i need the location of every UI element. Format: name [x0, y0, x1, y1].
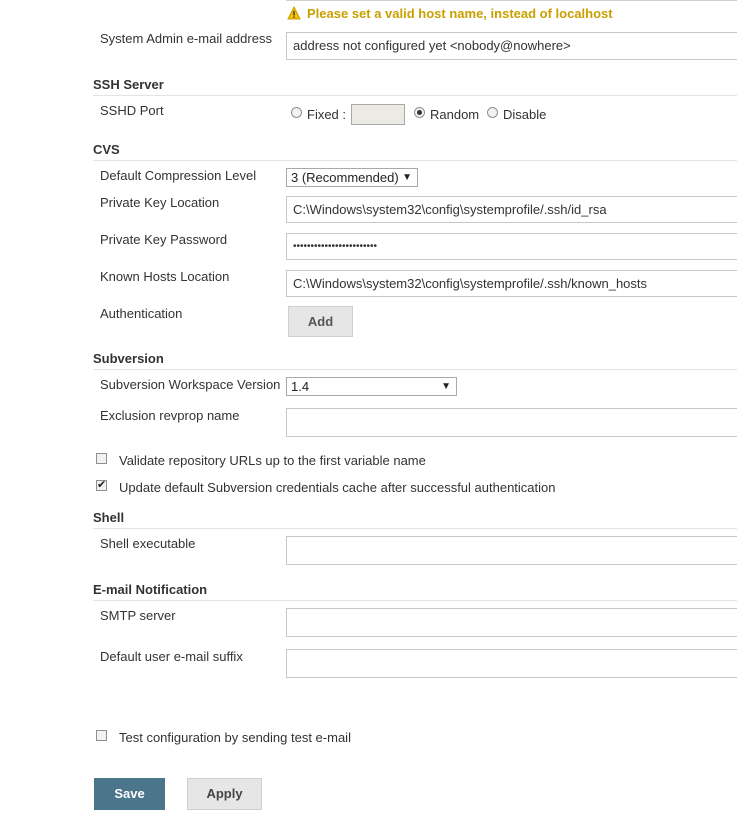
compression-level-label: Default Compression Level — [100, 168, 257, 183]
admin-email-label: System Admin e-mail address — [100, 31, 272, 46]
known-hosts-location-field[interactable]: C:\Windows\system32\config\systemprofile/.ssh/known_hosts — [286, 270, 737, 297]
random-radio[interactable] — [414, 107, 425, 118]
private-key-location-field[interactable]: C:\Windows\system32\config\systemprofile/.ssh/id_rsa — [286, 196, 737, 223]
warning-message: Please set a valid host name, instead of localhost — [307, 6, 613, 21]
smtp-server-label: SMTP server — [100, 608, 176, 623]
ssh-section-title: SSH Server — [93, 77, 164, 92]
subversion-section-title: Subversion — [93, 351, 164, 366]
test-email-label: Test configuration by sending test e-mail — [119, 730, 351, 745]
ssh-section-divider — [93, 95, 737, 96]
smtp-server-field[interactable] — [286, 608, 737, 637]
shell-section-title: Shell — [93, 510, 125, 525]
compression-level-value: 3 (Recommended) — [291, 170, 399, 185]
private-key-password-label: Private Key Password — [100, 232, 228, 247]
apply-button[interactable]: Apply — [187, 778, 262, 810]
shell-executable-label: Shell executable — [100, 536, 196, 551]
update-credentials-label: Update default Subversion credentials cache after successful authentication — [119, 480, 556, 495]
exclusion-revprop-field[interactable] — [286, 408, 737, 437]
email-section-divider — [93, 600, 737, 601]
chevron-down-icon: ▼ — [441, 381, 451, 392]
private-key-password-field[interactable]: •••••••••••••••••••••••• — [286, 233, 737, 260]
email-suffix-field[interactable] — [286, 649, 737, 678]
workspace-version-value: 1.4 — [291, 379, 310, 394]
known-hosts-location-label: Known Hosts Location — [100, 269, 230, 284]
warning-icon — [287, 6, 301, 23]
validate-urls-checkbox[interactable] — [96, 453, 107, 464]
top-border — [286, 0, 737, 1]
fixed-port-input[interactable] — [351, 104, 405, 125]
chevron-down-icon: ▼ — [402, 172, 412, 183]
disable-radio-label: Disable — [503, 107, 547, 122]
private-key-location-label: Private Key Location — [100, 195, 220, 210]
test-email-checkbox[interactable] — [96, 730, 107, 741]
workspace-version-label: Subversion Workspace Version — [100, 377, 281, 392]
save-button[interactable]: Save — [94, 778, 165, 810]
fixed-radio-label: Fixed : — [307, 107, 347, 122]
shell-executable-field[interactable] — [286, 536, 737, 565]
email-section-title: E-mail Notification — [93, 582, 208, 597]
validate-urls-label: Validate repository URLs up to the first variable name — [119, 453, 426, 468]
exclusion-revprop-label: Exclusion revprop name — [100, 408, 240, 423]
update-credentials-checkbox[interactable]: ✔ — [97, 479, 107, 491]
authentication-label: Authentication — [100, 306, 183, 321]
shell-section-divider — [93, 528, 737, 529]
fixed-radio[interactable] — [291, 107, 302, 118]
admin-email-field[interactable]: address not configured yet <nobody@nowhere> — [286, 32, 737, 60]
subversion-section-divider — [93, 369, 737, 370]
add-authentication-button[interactable]: Add — [288, 306, 353, 337]
sshd-port-label: SSHD Port — [100, 103, 164, 118]
workspace-version-select[interactable] — [286, 377, 457, 396]
disable-radio[interactable] — [487, 107, 498, 118]
cvs-section-title: CVS — [93, 142, 120, 157]
email-suffix-label: Default user e-mail suffix — [100, 649, 243, 664]
random-radio-label: Random — [430, 107, 480, 122]
cvs-section-divider — [93, 160, 737, 161]
compression-level-select[interactable] — [286, 168, 418, 187]
